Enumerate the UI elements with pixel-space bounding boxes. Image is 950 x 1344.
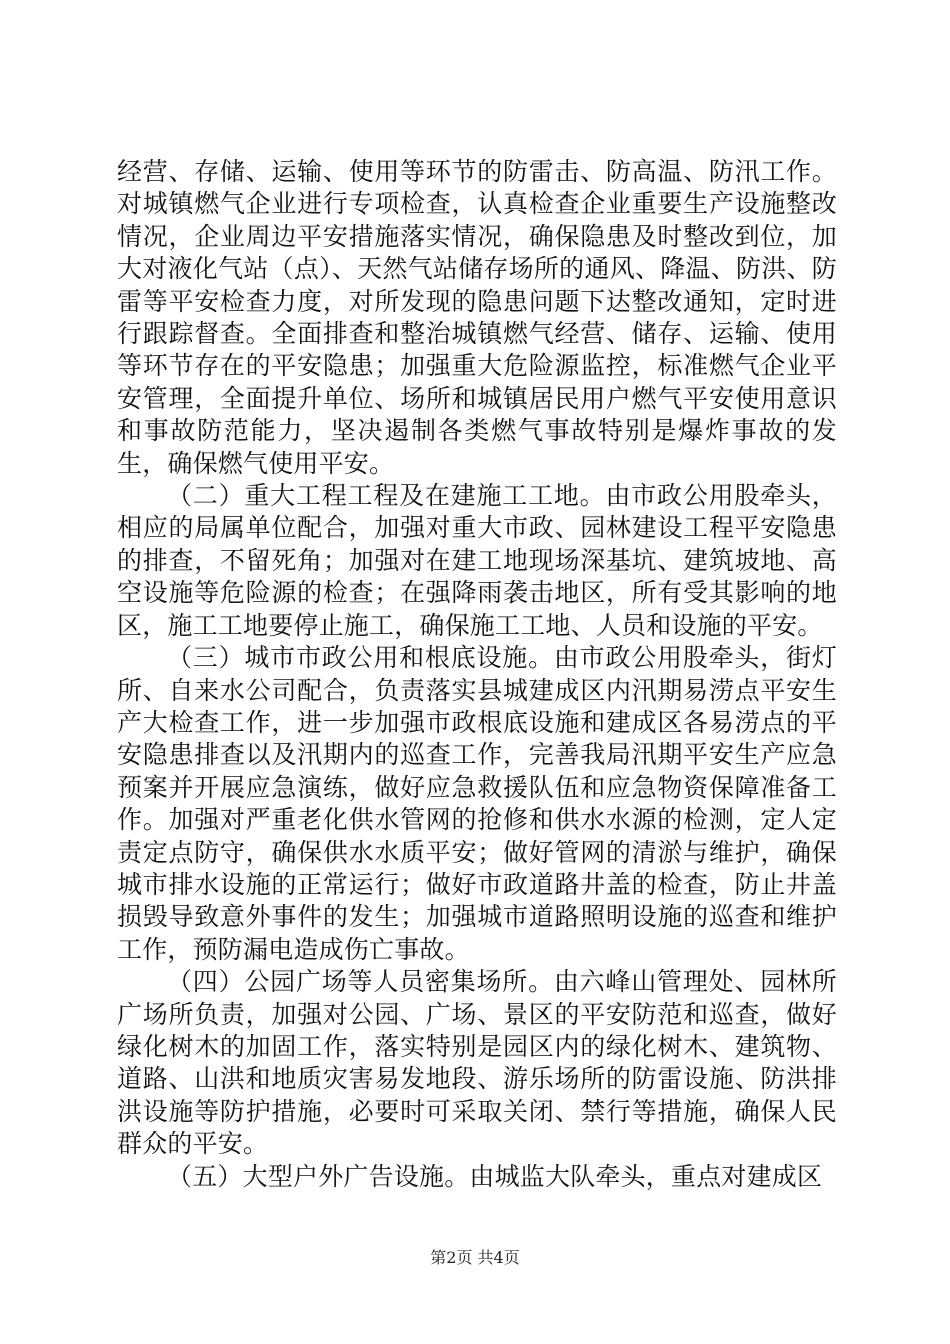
paragraph-5: （五）大型户外广告设施。由城监大队牵头，重点对建成区 (167, 1161, 823, 1191)
page-number-footer: 第2页 共4页 (430, 1248, 520, 1267)
paragraph-4: （四）公园广场等人员密集场所。由六峰山管理处、园林所广场所负责，加强对公园、广场、景区的平安防范和巡查，做好绿化树木的加固工作，落实特别是园区内的绿化树木、建筑物、道路、山洪和地质灾害易发地段、游乐场所的防雷设施、防洪排洪设施等防护措施，必要时可采取关闭、禁行等措施，确保人民群众的平安。 (117, 967, 837, 1159)
paragraph-3: （三）城市市政公用和根底设施。由市政公用股牵头，街灯所、自来水公司配合，负责落实县城建成区内汛期易涝点平安生产大检查工作，进一步加强市政根底设施和建成区各易涝点的平安隐患排查以及汛期内的巡查工作，完善我局汛期平安生产应急预案并开展应急演练，做好应急救援队伍和应急物资保障准备工作。加强对严重老化供水管网的抢修和供水水源的检测，定人定责定点防守，确保供水水质平安；做好管网的清淤与维护，确保城市排水设施的正常运行；做好市政道路井盖的检查，防止井盖损毁导致意外事件的发生；加强城市道路照明设施的巡查和维护工作，预防漏电造成伤亡事故。 (117, 643, 837, 964)
paragraph-2: （二）重大工程工程及在建施工工地。由市政公用股牵头，相应的局属单位配合，加强对重大市政、园林建设工程平安隐患的排查，不留死角；加强对在建工地现场深基坑、建筑坡地、高空设施等危险源的检查；在强降雨袭击地区，所有受其影响的地区，施工工地要停止施工，确保施工工地、人员和设施的平安。 (117, 481, 837, 640)
paragraph-1: 经营、存储、运输、使用等环节的防雷击、防高温、防汛工作。对城镇燃气企业进行专项检查，认真检查企业重要生产设施整改情况，企业周边平安措施落实情况，确保隐患及时整改到位，加大对液化气站（点）、天然气站储存场所的通风、降温、防洪、防雷等平安检查力度，对所发现的隐患问题下达整改通知，定时进行跟踪督查。全面排查和整治城镇燃气经营、储存、运输、使用等环节存在的平安隐患；加强重大危险源监控，标准燃气企业平安管理，全面提升单位、场所和城镇居民用户燃气平安使用意识和事故防范能力，坚决遏制各类燃气事故特别是爆炸事故的发生，确保燃气使用平安。 (117, 157, 837, 478)
document-body (117, 156, 837, 1193)
